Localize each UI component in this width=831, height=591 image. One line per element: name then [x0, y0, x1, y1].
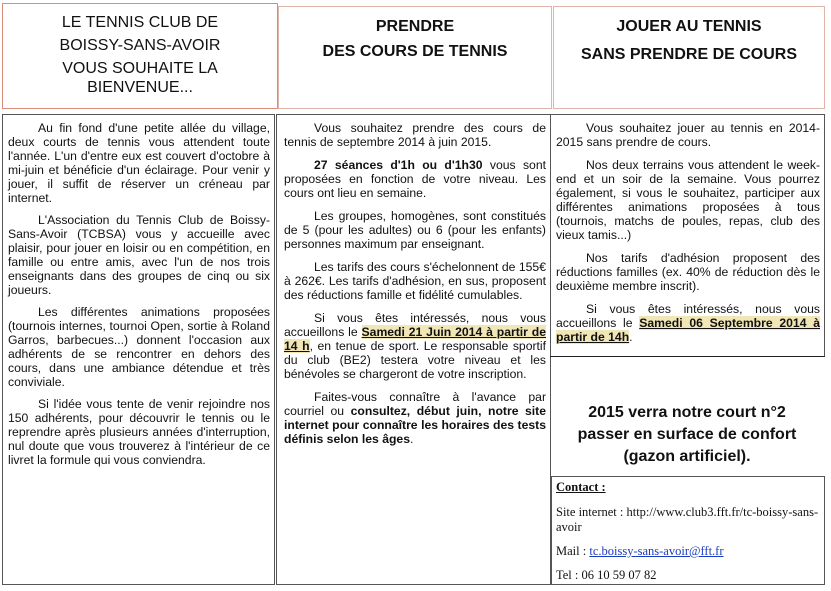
paragraph: Vous souhaitez prendre des cours de tennis de septembre 2014 à juin 2015.: [284, 121, 546, 149]
header-welcome-line: BOISSY-SANS-AVOIR: [59, 37, 221, 54]
announcement-line: (gazon artificiel).: [623, 448, 751, 465]
paragraph: L'Association du Tennis Club de Boissy-Sans-Avoir (TCBSA) vous y accueille avec plaisir, pour jouer en loisir ou en compétition, en famille ou entre amis, avec l'un de nos trois enseignants dans des groupes de cinq ou six joueurs.: [8, 213, 270, 297]
paragraph: [284, 311, 546, 381]
paragraph: Les groupes, homogènes, sont constitués de 5 (pour les adultes) ou 6 (pour les enfants) personnes maximum par enseignant.: [284, 209, 546, 251]
website-highlight: consultez, début juin, notre site internet pour connaître les horaires des tests définis selon les âges: [284, 404, 547, 446]
paragraph-text: Si vous êtes intéressés, nous vous accueillons le: [556, 302, 820, 330]
header-lessons-line: PRENDRE: [375, 18, 455, 35]
column-play: [550, 114, 825, 356]
contact-title: Contact :: [556, 480, 606, 494]
contact-phone: Tel : 06 10 59 07 82: [556, 568, 657, 582]
paragraph: Si l'idée vous tente de venir rejoindre nos 150 adhérents, pour découvrir le tennis ou le reprendre après plusieurs années d'interruption, nul doute que vous trouverez à l'intérieur de ce livret la formule qui vous conviendra.: [8, 397, 270, 467]
header-welcome-line: VOUS SOUHAITE LA: [62, 60, 218, 77]
header-welcome: [2, 3, 278, 109]
header-welcome-line: LE TENNIS CLUB DE: [61, 14, 219, 31]
header-play-line: JOUER AU TENNIS: [616, 18, 762, 35]
paragraph-text: , en tenue de sport. Le responsable sportif du club (BE2) testera votre niveau et les bénévoles se chargeront de votre inscription.: [284, 339, 547, 381]
contact-mail: [556, 544, 820, 559]
divider: [550, 356, 825, 357]
sessions-highlight: 27 séances d'1h ou d'1h30: [314, 158, 483, 172]
contact-website[interactable]: Site internet : http://www.club3.fft.fr/tc-boissy-sans-avoir: [556, 505, 819, 534]
contact-mail-label: Mail :: [556, 544, 590, 558]
paragraph: [284, 390, 546, 446]
header-welcome-line: BIENVENUE...: [87, 79, 193, 96]
paragraph: Les différentes animations proposées (tournois internes, tournoi Open, sortie à Roland Garros, barbecues...) donnent l'occasion aux adhérents de se rencontrer en dehors des cours, dans une ambiance détendue et très conviviale.: [8, 305, 270, 389]
announcement-line: 2015 verra notre court n°2: [588, 404, 786, 421]
header-play-line: SANS PRENDRE DE COURS: [580, 46, 798, 63]
paragraph: [556, 302, 820, 344]
paragraph: Vous souhaitez jouer au tennis en 2014-2015 sans prendre de cours.: [556, 121, 820, 149]
column-welcome: [2, 114, 275, 585]
announcement: [551, 402, 823, 468]
contact-mail-link[interactable]: tc.boissy-sans-avoir@fft.fr: [589, 544, 724, 558]
paragraph: Les tarifs des cours s'échelonnent de 155€ à 262€. Les tarifs d'adhésion, en sus, proposent des réductions famille et fidélité cumulables.: [284, 260, 546, 302]
header-lessons-line: DES COURS DE TENNIS: [322, 43, 508, 60]
paragraph-text: vous sont proposées en fonction de votre niveau. Les cours ont lieu en semaine.: [284, 158, 546, 200]
paragraph: Nos tarifs d'adhésion proposent des réductions familles (ex. 40% de réduction dès le deuxième membre inscrit).: [556, 251, 820, 293]
paragraph: [284, 158, 546, 200]
date-highlight: Samedi 21 Juin 2014 à partir de 14 h: [284, 325, 546, 353]
header-play: [553, 6, 825, 109]
paragraph: Nos deux terrains vous attendent le week-end et un soir de la semaine. Vous pourrez également, si vous le souhaitez, participer aux différentes animations proposées à tous (tournois, matchs de poules, repas, club des vieux tamis...): [556, 158, 820, 242]
paragraph-text: .: [629, 330, 633, 344]
column-lessons: [276, 114, 551, 585]
header-lessons: [278, 6, 552, 109]
paragraph: Au fin fond d'une petite allée du village, deux courts de tennis vous attendent toute l'année. L'un d'entre eux est couvert d'octobre à mi-juin et bénéficie d'un éclairage. Pour venir y jouer, il suffit de réserver un créneau par internet.: [8, 121, 270, 205]
contact-box: [551, 476, 825, 585]
paragraph-text: .: [410, 432, 414, 446]
announcement-line: passer en surface de confort: [577, 426, 797, 443]
paragraph-text: Faites-vous connaître à l'avance par courriel ou: [284, 390, 546, 418]
date-highlight: Samedi 06 Septembre 2014 à partir de 14h: [556, 316, 820, 344]
paragraph-text: Si vous êtes intéressés, nous vous accueillons le: [284, 311, 546, 339]
